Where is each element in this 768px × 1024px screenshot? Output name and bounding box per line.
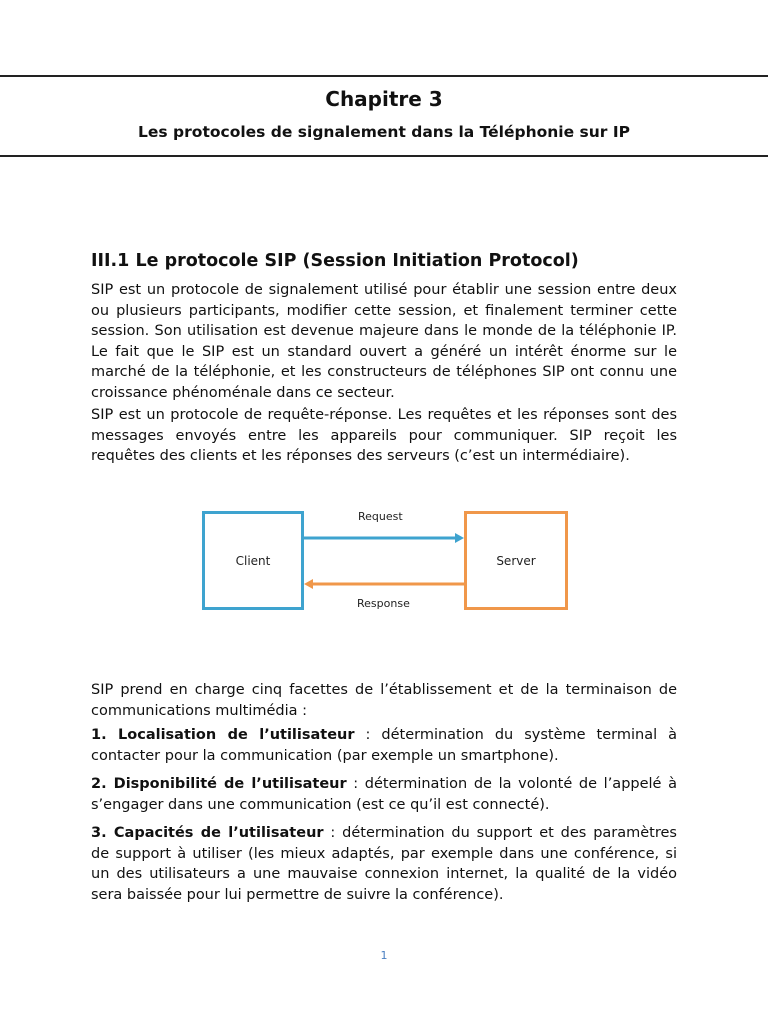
facet-item-localisation xyxy=(91,725,677,766)
request-arrowhead xyxy=(455,533,464,543)
facet-term: 3. Capacités de l’utilisateur xyxy=(91,825,324,841)
paragraph-facets-intro: SIP prend en charge cinq facettes de l’établissement et de la terminaison de communications multimédia : xyxy=(91,682,677,719)
facet-description: : détermination du système terminal à contacter pour la communication (par exemple un smartphone). xyxy=(91,727,677,764)
paragraph-intro: SIP est un protocole de signalement utilisé pour établir une session entre deux ou plusieurs participants, modifier cette session, et finalement terminer cette session. Son utilisation est devenue majeure dans le monde de la téléphonie IP. Le fait que le SIP est un standard ouvert a généré un intérêt énorme sur le marché de la téléphonie, et les constructeurs de téléphones SIP ont connu une croissance phénoménale dans ce secteur. xyxy=(91,282,677,401)
facet-item-disponibilite xyxy=(91,774,677,815)
facet-term: 1. Localisation de l’utilisateur xyxy=(91,727,355,743)
chapter-subtitle: Les protocoles de signalement dans la Téléphonie sur IP xyxy=(138,123,630,141)
header-bottom-rule xyxy=(0,155,768,157)
facet-description: : détermination du support et des paramètres de support à utiliser (les mieux adaptés, par exemple dans une conférence, si un des utilisateurs a une mauvaise connexion internet, la qualité de la vidéo sera baissée pour lui permettre de suivre la conférence). xyxy=(91,825,677,903)
section-heading: III.1 Le protocole SIP (Session Initiation Protocol) xyxy=(91,251,579,271)
server-label: Server xyxy=(496,553,536,568)
client-label: Client xyxy=(235,553,271,568)
response-arrowhead xyxy=(304,579,313,589)
paragraph-request-response: SIP est un protocole de requête-réponse. Les requêtes et les réponses sont des messages envoyés entre les appareils pour communiquer. SIP reçoit les requêtes des clients et les réponses des serveurs (c’est un intermédiaire). xyxy=(91,407,677,464)
server-node xyxy=(464,511,568,610)
page-number: 1 xyxy=(380,949,388,962)
facet-description: : détermination de la volonté de l’appelé à s’engager dans une communication (est ce qu’il est connecté). xyxy=(91,776,677,813)
client-server-diagram xyxy=(196,500,576,620)
request-label: Request xyxy=(358,510,403,523)
header-top-rule xyxy=(0,75,768,77)
facet-term: 2. Disponibilité de l’utilisateur xyxy=(91,776,347,792)
facet-item-capacites xyxy=(91,823,677,905)
response-label: Response xyxy=(357,597,410,610)
client-node xyxy=(202,511,304,610)
chapter-label: Chapitre 3 xyxy=(325,87,443,111)
